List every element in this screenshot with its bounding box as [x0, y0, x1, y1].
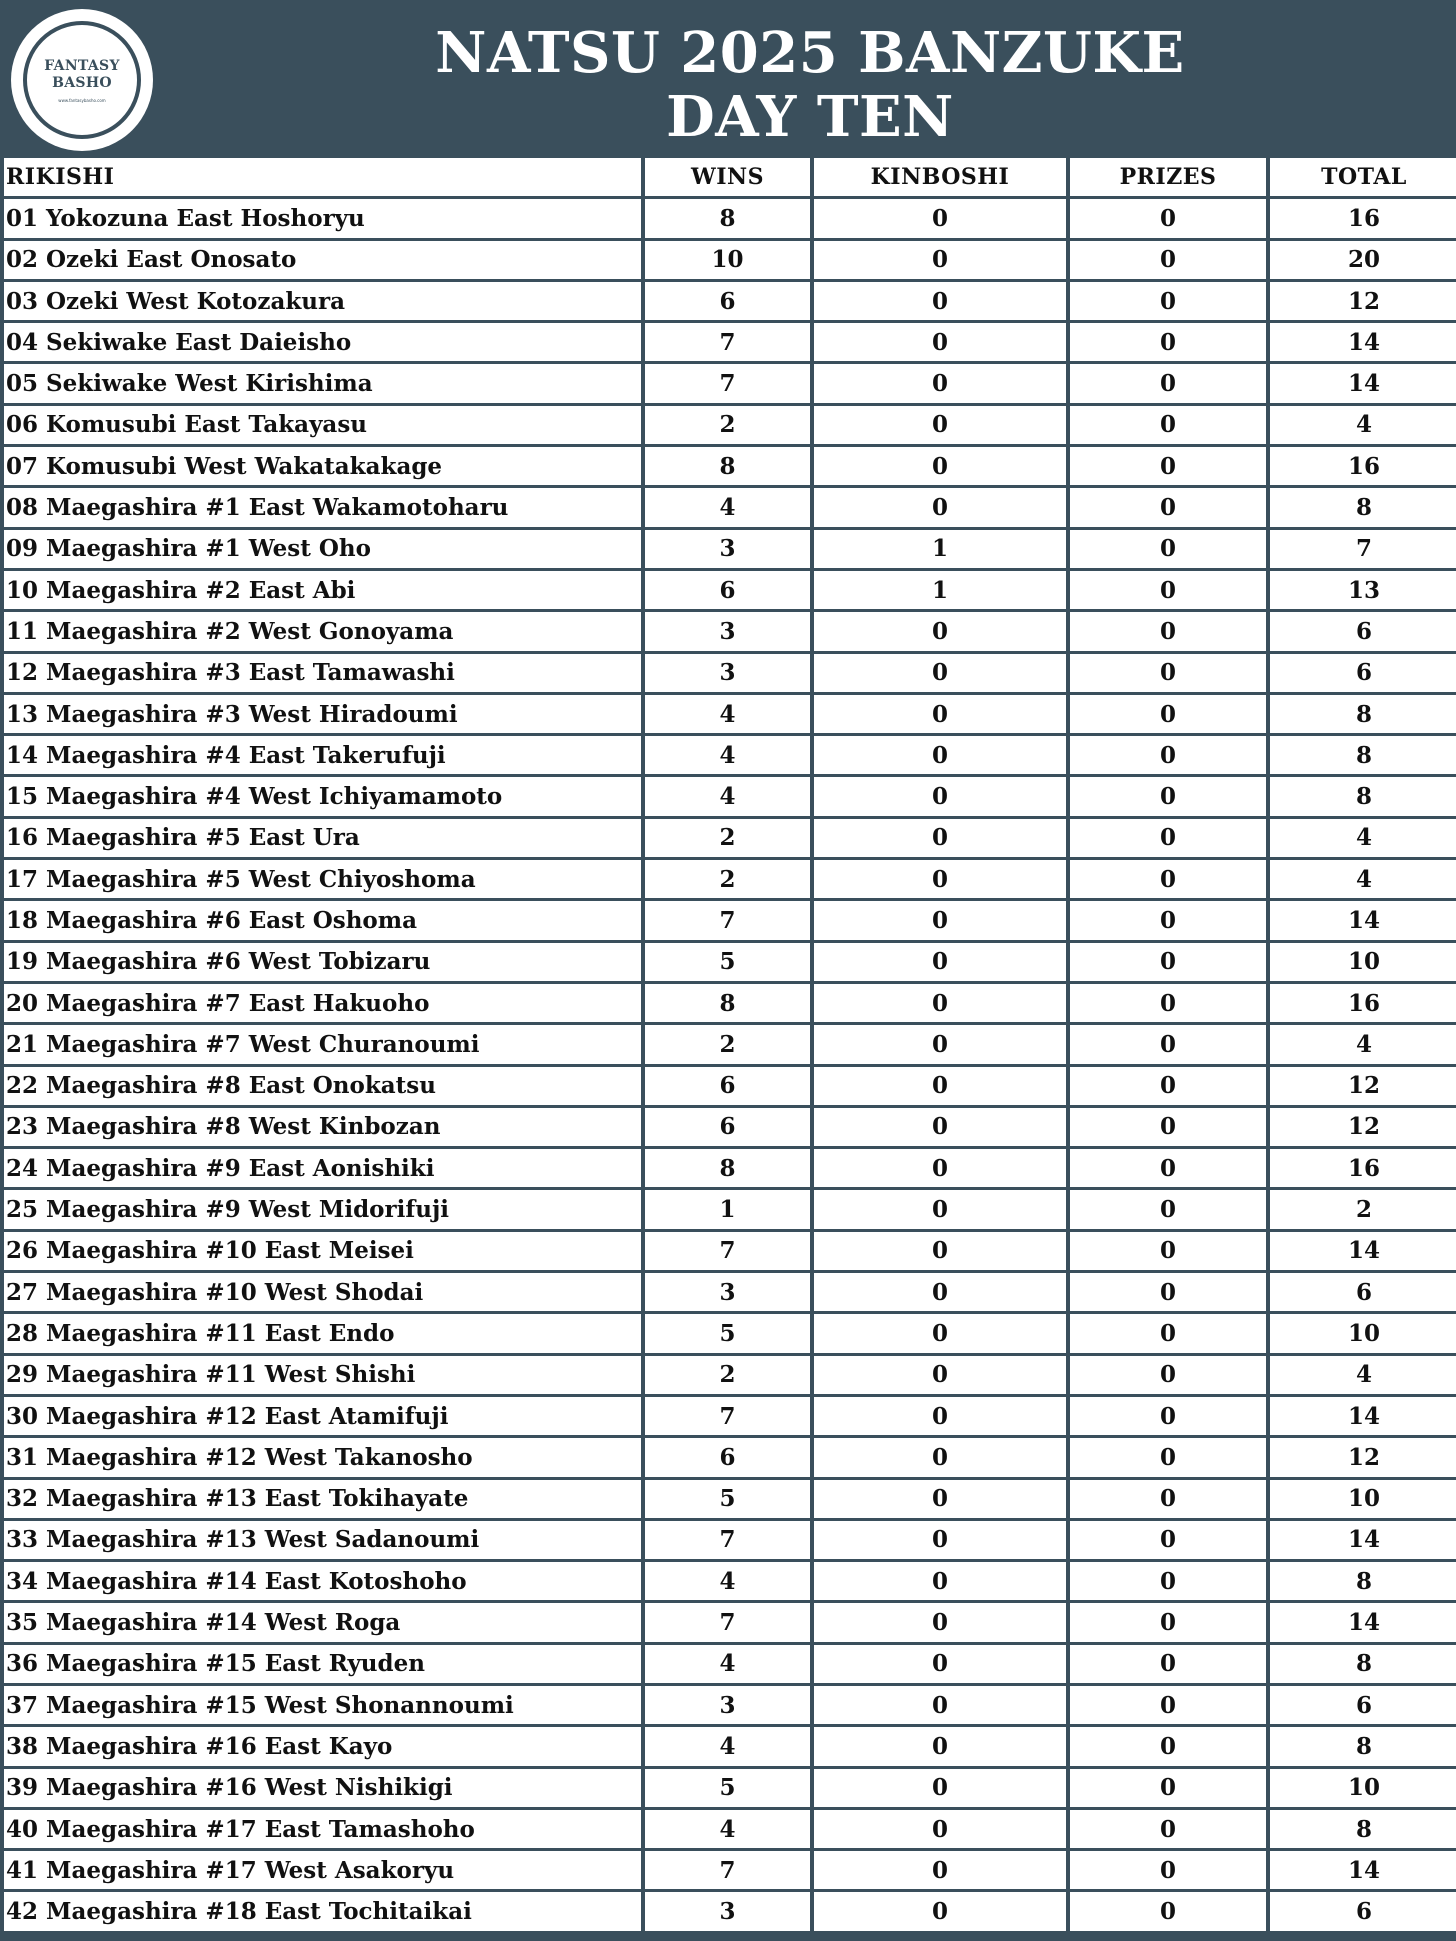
table-cell-total: 8: [1270, 1727, 1456, 1765]
table-cell-kinboshi: 0: [814, 1232, 1066, 1270]
table-cell-wins: 6: [645, 282, 810, 320]
table-cell-wins: 8: [645, 984, 810, 1022]
table-cell-total: 6: [1270, 1273, 1456, 1311]
table-cell-rikishi: 41 Maegashira #17 West Asakoryu: [4, 1851, 641, 1889]
table-cell-wins: 3: [645, 612, 810, 650]
table-cell-total: 10: [1270, 1480, 1456, 1518]
table-cell-prizes: 0: [1070, 860, 1266, 898]
table-cell-prizes: 0: [1070, 364, 1266, 402]
table-cell-wins: 2: [645, 1025, 810, 1063]
table-cell-wins: 3: [645, 1686, 810, 1724]
table-cell-total: 4: [1270, 406, 1456, 444]
column-header-kinboshi: KINBOSHI: [814, 158, 1066, 196]
table-cell-rikishi: 39 Maegashira #16 West Nishikigi: [4, 1769, 641, 1807]
table-cell-wins: 3: [645, 530, 810, 568]
column-header-wins: WINS: [645, 158, 810, 196]
table-cell-wins: 2: [645, 1356, 810, 1394]
table-cell-rikishi: 01 Yokozuna East Hoshoryu: [4, 199, 641, 237]
table-cell-rikishi: 09 Maegashira #1 West Oho: [4, 530, 641, 568]
table-cell-total: 14: [1270, 901, 1456, 939]
table-cell-total: 13: [1270, 571, 1456, 609]
table-cell-total: 16: [1270, 447, 1456, 485]
table-cell-total: 6: [1270, 1686, 1456, 1724]
table-cell-rikishi: 35 Maegashira #14 West Roga: [4, 1603, 641, 1641]
table-cell-prizes: 0: [1070, 323, 1266, 361]
table-cell-prizes: 0: [1070, 1562, 1266, 1600]
table-cell-rikishi: 18 Maegashira #6 East Oshoma: [4, 901, 641, 939]
table-cell-total: 7: [1270, 530, 1456, 568]
table-cell-prizes: 0: [1070, 571, 1266, 609]
table-cell-rikishi: 26 Maegashira #10 East Meisei: [4, 1232, 641, 1270]
table-cell-prizes: 0: [1070, 943, 1266, 981]
table-cell-prizes: 0: [1070, 1480, 1266, 1518]
table-cell-prizes: 0: [1070, 1769, 1266, 1807]
table-cell-kinboshi: 0: [814, 282, 1066, 320]
table-cell-total: 10: [1270, 1314, 1456, 1352]
table-cell-prizes: 0: [1070, 447, 1266, 485]
table-cell-wins: 2: [645, 819, 810, 857]
table-cell-prizes: 0: [1070, 695, 1266, 733]
table-cell-wins: 4: [645, 777, 810, 815]
table-cell-kinboshi: 0: [814, 1397, 1066, 1435]
column-header-total: TOTAL: [1270, 158, 1456, 196]
table-cell-total: 8: [1270, 736, 1456, 774]
table-cell-kinboshi: 0: [814, 447, 1066, 485]
table-cell-prizes: 0: [1070, 901, 1266, 939]
table-cell-total: 8: [1270, 1645, 1456, 1683]
logo-text-line2: BASHO: [52, 74, 112, 91]
table-cell-prizes: 0: [1070, 1851, 1266, 1889]
table-cell-prizes: 0: [1070, 654, 1266, 692]
table-cell-total: 4: [1270, 1356, 1456, 1394]
table-cell-kinboshi: 0: [814, 1686, 1066, 1724]
table-cell-rikishi: 12 Maegashira #3 East Tamawashi: [4, 654, 641, 692]
table-cell-prizes: 0: [1070, 1149, 1266, 1187]
table-cell-rikishi: 05 Sekiwake West Kirishima: [4, 364, 641, 402]
table-cell-rikishi: 15 Maegashira #4 West Ichiyamamoto: [4, 777, 641, 815]
table-cell-kinboshi: 1: [814, 530, 1066, 568]
table-cell-prizes: 0: [1070, 1727, 1266, 1765]
table-cell-rikishi: 27 Maegashira #10 West Shodai: [4, 1273, 641, 1311]
table-cell-total: 6: [1270, 612, 1456, 650]
table-cell-rikishi: 14 Maegashira #4 East Takerufuji: [4, 736, 641, 774]
logo-url: www.fantasybasho.com: [58, 97, 106, 103]
table-cell-prizes: 0: [1070, 1232, 1266, 1270]
table-cell-rikishi: 38 Maegashira #16 East Kayo: [4, 1727, 641, 1765]
table-cell-kinboshi: 0: [814, 943, 1066, 981]
table-cell-kinboshi: 0: [814, 1892, 1066, 1930]
table-cell-rikishi: 25 Maegashira #9 West Midorifuji: [4, 1190, 641, 1228]
table-cell-rikishi: 02 Ozeki East Onosato: [4, 241, 641, 279]
table-cell-rikishi: 11 Maegashira #2 West Gonoyama: [4, 612, 641, 650]
table-cell-kinboshi: 0: [814, 1190, 1066, 1228]
table-cell-wins: 7: [645, 364, 810, 402]
table-cell-prizes: 0: [1070, 1810, 1266, 1848]
column-header-rikishi: RIKISHI: [4, 158, 641, 196]
table-cell-wins: 6: [645, 1438, 810, 1476]
table-cell-wins: 3: [645, 1892, 810, 1930]
table-cell-wins: 6: [645, 1067, 810, 1105]
table-cell-total: 14: [1270, 1232, 1456, 1270]
table-cell-total: 16: [1270, 199, 1456, 237]
table-cell-wins: 7: [645, 1232, 810, 1270]
table-cell-prizes: 0: [1070, 1067, 1266, 1105]
table-cell-total: 14: [1270, 364, 1456, 402]
table-cell-rikishi: 36 Maegashira #15 East Ryuden: [4, 1645, 641, 1683]
table-cell-kinboshi: 0: [814, 1273, 1066, 1311]
table-cell-rikishi: 23 Maegashira #8 West Kinbozan: [4, 1108, 641, 1146]
table-cell-rikishi: 19 Maegashira #6 West Tobizaru: [4, 943, 641, 981]
table-cell-rikishi: 13 Maegashira #3 West Hiradoumi: [4, 695, 641, 733]
table-cell-wins: 5: [645, 1480, 810, 1518]
table-cell-kinboshi: 0: [814, 1149, 1066, 1187]
table-cell-wins: 8: [645, 447, 810, 485]
table-cell-wins: 1: [645, 1190, 810, 1228]
table-cell-prizes: 0: [1070, 1686, 1266, 1724]
table-cell-prizes: 0: [1070, 1397, 1266, 1435]
table-cell-kinboshi: 0: [814, 777, 1066, 815]
table-cell-rikishi: 03 Ozeki West Kotozakura: [4, 282, 641, 320]
table-cell-wins: 10: [645, 241, 810, 279]
table-cell-kinboshi: 0: [814, 1025, 1066, 1063]
table-cell-kinboshi: 0: [814, 1356, 1066, 1394]
table-cell-prizes: 0: [1070, 1892, 1266, 1930]
table-cell-total: 8: [1270, 777, 1456, 815]
table-cell-kinboshi: 0: [814, 860, 1066, 898]
table-cell-prizes: 0: [1070, 1521, 1266, 1559]
table-cell-wins: 6: [645, 571, 810, 609]
table-cell-rikishi: 21 Maegashira #7 West Churanoumi: [4, 1025, 641, 1063]
table-cell-prizes: 0: [1070, 819, 1266, 857]
fantasy-basho-logo: [11, 9, 153, 151]
table-cell-wins: 2: [645, 406, 810, 444]
table-cell-wins: 4: [645, 1645, 810, 1683]
table-cell-kinboshi: 0: [814, 364, 1066, 402]
table-cell-total: 20: [1270, 241, 1456, 279]
banzuke-table: [4, 158, 1454, 1931]
table-cell-rikishi: 17 Maegashira #5 West Chiyoshoma: [4, 860, 641, 898]
table-cell-wins: 4: [645, 488, 810, 526]
table-cell-total: 6: [1270, 1892, 1456, 1930]
table-cell-prizes: 0: [1070, 1438, 1266, 1476]
table-cell-prizes: 0: [1070, 1645, 1266, 1683]
table-cell-wins: 5: [645, 943, 810, 981]
page-title: NATSU 2025 BANZUKE: [435, 20, 1185, 86]
table-cell-kinboshi: 0: [814, 1769, 1066, 1807]
table-cell-rikishi: 29 Maegashira #11 West Shishi: [4, 1356, 641, 1394]
table-cell-prizes: 0: [1070, 1190, 1266, 1228]
table-cell-prizes: 0: [1070, 488, 1266, 526]
table-cell-total: 8: [1270, 1810, 1456, 1848]
table-cell-wins: 2: [645, 860, 810, 898]
table-cell-total: 16: [1270, 1149, 1456, 1187]
table-cell-wins: 6: [645, 1108, 810, 1146]
table-cell-prizes: 0: [1070, 282, 1266, 320]
table-cell-kinboshi: 0: [814, 488, 1066, 526]
table-cell-wins: 5: [645, 1314, 810, 1352]
table-cell-kinboshi: 0: [814, 1810, 1066, 1848]
table-cell-kinboshi: 0: [814, 1603, 1066, 1641]
table-cell-total: 14: [1270, 323, 1456, 361]
table-cell-kinboshi: 0: [814, 1314, 1066, 1352]
table-cell-wins: 7: [645, 1397, 810, 1435]
table-cell-prizes: 0: [1070, 984, 1266, 1022]
table-cell-kinboshi: 0: [814, 1645, 1066, 1683]
table-cell-wins: 7: [645, 901, 810, 939]
table-cell-kinboshi: 0: [814, 654, 1066, 692]
table-cell-wins: 7: [645, 1521, 810, 1559]
table-cell-wins: 4: [645, 1810, 810, 1848]
table-cell-prizes: 0: [1070, 1603, 1266, 1641]
table-cell-total: 8: [1270, 488, 1456, 526]
table-cell-prizes: 0: [1070, 1356, 1266, 1394]
table-cell-prizes: 0: [1070, 736, 1266, 774]
table-cell-rikishi: 06 Komusubi East Takayasu: [4, 406, 641, 444]
table-cell-prizes: 0: [1070, 199, 1266, 237]
table-cell-rikishi: 34 Maegashira #14 East Kotoshoho: [4, 1562, 641, 1600]
logo-text-line1: FANTASY: [44, 57, 120, 74]
header: [0, 0, 1456, 157]
table-cell-rikishi: 42 Maegashira #18 East Tochitaikai: [4, 1892, 641, 1930]
table-cell-kinboshi: 0: [814, 984, 1066, 1022]
table-cell-prizes: 0: [1070, 1273, 1266, 1311]
table-cell-kinboshi: 1: [814, 571, 1066, 609]
table-cell-wins: 3: [645, 1273, 810, 1311]
table-cell-kinboshi: 0: [814, 819, 1066, 857]
table-cell-kinboshi: 0: [814, 736, 1066, 774]
table-cell-total: 6: [1270, 654, 1456, 692]
table-cell-rikishi: 37 Maegashira #15 West Shonannoumi: [4, 1686, 641, 1724]
table-cell-kinboshi: 0: [814, 612, 1066, 650]
table-cell-wins: 7: [645, 323, 810, 361]
table-cell-wins: 4: [645, 736, 810, 774]
table-cell-kinboshi: 0: [814, 241, 1066, 279]
table-cell-kinboshi: 0: [814, 1851, 1066, 1889]
table-cell-prizes: 0: [1070, 612, 1266, 650]
table-cell-rikishi: 40 Maegashira #17 East Tamashoho: [4, 1810, 641, 1848]
table-cell-rikishi: 16 Maegashira #5 East Ura: [4, 819, 641, 857]
table-cell-kinboshi: 0: [814, 199, 1066, 237]
table-cell-kinboshi: 0: [814, 695, 1066, 733]
table-cell-kinboshi: 0: [814, 1108, 1066, 1146]
table-cell-kinboshi: 0: [814, 901, 1066, 939]
table-cell-kinboshi: 0: [814, 1727, 1066, 1765]
table-cell-prizes: 0: [1070, 406, 1266, 444]
table-cell-total: 8: [1270, 1562, 1456, 1600]
table-cell-rikishi: 22 Maegashira #8 East Onokatsu: [4, 1067, 641, 1105]
table-cell-total: 14: [1270, 1521, 1456, 1559]
table-cell-rikishi: 10 Maegashira #2 East Abi: [4, 571, 641, 609]
table-cell-prizes: 0: [1070, 1314, 1266, 1352]
table-cell-total: 14: [1270, 1603, 1456, 1641]
table-cell-rikishi: 33 Maegashira #13 West Sadanoumi: [4, 1521, 641, 1559]
table-cell-wins: 5: [645, 1769, 810, 1807]
table-cell-wins: 4: [645, 695, 810, 733]
table-cell-rikishi: 30 Maegashira #12 East Atamifuji: [4, 1397, 641, 1435]
table-cell-wins: 4: [645, 1562, 810, 1600]
table-cell-total: 12: [1270, 1108, 1456, 1146]
table-cell-kinboshi: 0: [814, 323, 1066, 361]
page-subtitle: DAY TEN: [666, 84, 954, 150]
table-cell-rikishi: 31 Maegashira #12 West Takanosho: [4, 1438, 641, 1476]
table-cell-total: 10: [1270, 943, 1456, 981]
table-cell-total: 14: [1270, 1397, 1456, 1435]
table-cell-prizes: 0: [1070, 241, 1266, 279]
table-cell-total: 16: [1270, 984, 1456, 1022]
logo-ring: [23, 21, 141, 139]
table-cell-kinboshi: 0: [814, 406, 1066, 444]
table-cell-wins: 7: [645, 1603, 810, 1641]
table-cell-kinboshi: 0: [814, 1438, 1066, 1476]
table-cell-total: 2: [1270, 1190, 1456, 1228]
table-cell-wins: 4: [645, 1727, 810, 1765]
table-cell-rikishi: 07 Komusubi West Wakatakakage: [4, 447, 641, 485]
table-cell-wins: 7: [645, 1851, 810, 1889]
table-cell-total: 4: [1270, 860, 1456, 898]
table-cell-rikishi: 32 Maegashira #13 East Tokihayate: [4, 1480, 641, 1518]
table-cell-rikishi: 24 Maegashira #9 East Aonishiki: [4, 1149, 641, 1187]
table-cell-prizes: 0: [1070, 1025, 1266, 1063]
table-cell-prizes: 0: [1070, 777, 1266, 815]
table-cell-wins: 3: [645, 654, 810, 692]
table-cell-rikishi: 20 Maegashira #7 East Hakuoho: [4, 984, 641, 1022]
table-cell-wins: 8: [645, 1149, 810, 1187]
table-cell-total: 10: [1270, 1769, 1456, 1807]
table-cell-rikishi: 08 Maegashira #1 East Wakamotoharu: [4, 488, 641, 526]
table-cell-kinboshi: 0: [814, 1562, 1066, 1600]
table-cell-total: 12: [1270, 1067, 1456, 1105]
column-header-prizes: PRIZES: [1070, 158, 1266, 196]
table-cell-kinboshi: 0: [814, 1521, 1066, 1559]
table-cell-prizes: 0: [1070, 1108, 1266, 1146]
table-cell-rikishi: 04 Sekiwake East Daieisho: [4, 323, 641, 361]
table-cell-prizes: 0: [1070, 530, 1266, 568]
table-cell-total: 8: [1270, 695, 1456, 733]
table-cell-total: 12: [1270, 1438, 1456, 1476]
table-cell-kinboshi: 0: [814, 1480, 1066, 1518]
table-cell-rikishi: 28 Maegashira #11 East Endo: [4, 1314, 641, 1352]
table-cell-total: 4: [1270, 1025, 1456, 1063]
table-cell-wins: 8: [645, 199, 810, 237]
table-cell-total: 12: [1270, 282, 1456, 320]
table-cell-total: 4: [1270, 819, 1456, 857]
table-cell-total: 14: [1270, 1851, 1456, 1889]
table-cell-kinboshi: 0: [814, 1067, 1066, 1105]
